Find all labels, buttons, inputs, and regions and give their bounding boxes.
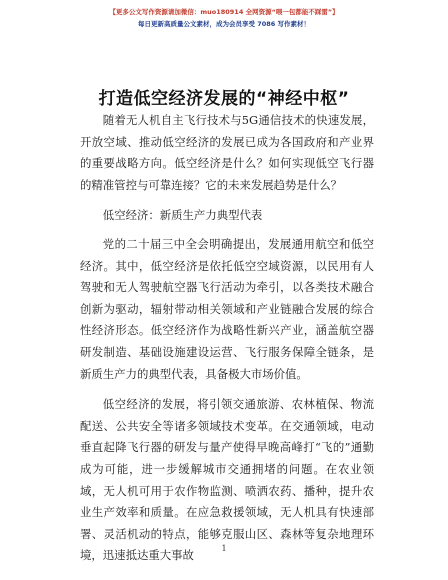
promo-banner-line-2: 每日更新高质量公文素材，成为会员享受 7086 写作素材！ (137, 20, 311, 28)
document-title: 打造低空经济发展的“神经中枢” (98, 89, 350, 109)
paragraph-definition: 党的二十届三中全会明确提出，发展通用航空和低空经济。其中，低空经济是依托低空空域资源，以民用有人驾驶和无人驾驶航空器飞行活动为牵引，以各类技术融合创新为驱动，辐射带动相关领域和产业链融合发展的综合性经济形态。低空经济作为战略性新兴产业，涵盖航空器研发制造、基础设施建设运营、飞行服务保障全链条，是新质生产力的典型代表，具备极大市场价值。 (80, 236, 374, 381)
page-number: 1 (221, 544, 227, 553)
promo-banner-line-1: 【更多公文写作资源请加微信：muo180914 全网资源“喂一包都能不踩雷”】 (109, 8, 339, 16)
section-heading: 低空经济：新质生产力典型代表 (102, 208, 263, 223)
document-body (80, 110, 374, 567)
promo-banner (0, 6, 448, 30)
paragraph-intro: 随着无人机自主飞行技术与5G通信技术的快速发展，开放空域、推动低空经济的发展已成为各国政府和产业界的重要战略方向。低空经济是什么？如何实现低空飞行器的精准管控与可靠连接？它的未来发展趋势是什么？ (80, 113, 374, 192)
paragraph-applications: 低空经济的发展，将引领交通旅游、农林植保、物流配送、公共安全等诸多领域技术变革。在交通领域，电动垂直起降飞行器的研发与量产使得早晚高峰打“飞的”通勤成为可能，进一步缓解城市交通拥堵的问题。在农业领域，无人机可用于农作物监测、喷洒农药、播种，提升农业生产效率和质量。在应急救援领域，无人机具有快速部署、灵活机动的特点，能够克服山区、森林等复杂地理环境，迅速抵达重大事故 (80, 397, 374, 563)
